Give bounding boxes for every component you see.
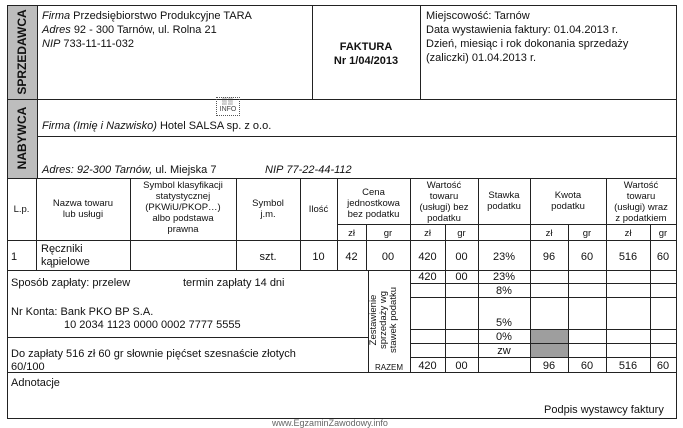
header-unit-2: j.m.	[260, 209, 276, 220]
buyer-side-label: NABYWCA	[15, 106, 29, 170]
summary-23-rate: 23%	[492, 271, 516, 283]
item-rate: 23%	[492, 251, 516, 263]
summary-total-gross-gr: 60	[656, 360, 670, 372]
header-rate-2: podatku	[487, 201, 521, 212]
header-value-2: towaru	[429, 191, 459, 202]
item-name-1: Ręczniki	[41, 243, 83, 255]
item-name-2: kąpielowe	[41, 256, 90, 268]
invoice-number: Nr 1/04/2013	[333, 55, 399, 67]
header-price-2: jednostkowa	[347, 198, 400, 209]
summary-23-value-zl: 420	[418, 271, 437, 283]
header-name-2: lub usługi	[62, 209, 104, 220]
buyer-nip	[265, 164, 352, 176]
header-rate-1: Stawka	[488, 190, 520, 201]
header-gross-4: z podatkiem	[615, 213, 667, 224]
header-tax-1: Kwota	[554, 190, 582, 201]
subheader-price-gr: gr	[383, 228, 393, 239]
summary-23-value-gr: 00	[455, 271, 468, 283]
buyer-nip-label: NIP	[265, 164, 284, 176]
header-value-1: Wartość	[426, 180, 462, 191]
summary-rate-5: 5%	[496, 317, 512, 329]
item-price-gr: 00	[381, 251, 395, 263]
buyer-address	[42, 164, 216, 176]
header-qty: Ilość	[308, 204, 329, 215]
summary-total-label: RAZEM	[375, 363, 403, 372]
buyer-firm-name: Hotel SALSA sp. z o.o.	[159, 120, 272, 132]
item-value-zl: 420	[418, 251, 437, 263]
header-pkwiu-3: (PKWiU/PKOP…)	[145, 202, 221, 213]
item-price-zl: 42	[345, 251, 358, 263]
item-tax-gr: 60	[580, 251, 594, 263]
invoice-sale-date-1: Dzień, miesiąc i rok dokonania sprzedaży	[426, 38, 629, 50]
seller-firm-label: Firma	[42, 10, 71, 22]
summary-label-1: Zestawienie	[368, 294, 379, 346]
summary-label-2: sprzedaży wg	[378, 290, 389, 350]
summary-total-value-zl: 420	[418, 360, 437, 372]
item-value-gr: 00	[455, 251, 468, 263]
header-value-3: (usługi) bez	[419, 202, 469, 213]
item-lp: 1	[11, 251, 18, 263]
seller-address	[42, 24, 217, 36]
subheader-value-gr: gr	[457, 228, 466, 239]
account-number: 10 2034 1123 0000 0002 7777 5555	[64, 319, 241, 331]
subheader-gross-gr: gr	[658, 228, 668, 239]
amount-due-fraction: 60/100	[11, 361, 45, 373]
stamp-text: INFO	[219, 106, 237, 113]
seller-address-label: Adres	[42, 24, 71, 36]
account-label: Nr Konta: Bank PKO BP S.A.	[11, 306, 154, 318]
seller-nip	[42, 38, 134, 50]
summary-label-3: stawek podatku	[388, 287, 399, 354]
invoice-place: Miejscowość: Tarnów	[426, 10, 530, 22]
invoice-issue-date: Data wystawienia faktury: 01.04.2013 r.	[426, 24, 618, 36]
summary-total-tax-gr: 60	[580, 360, 594, 372]
buyer-firm-label: Firma (Imię i Nazwisko)	[42, 120, 157, 132]
header-lp: L.p.	[13, 204, 30, 215]
item-unit: szt.	[259, 251, 277, 263]
summary-total-value-gr: 00	[455, 360, 468, 372]
header-pkwiu-5: prawna	[167, 224, 199, 235]
header-pkwiu-1: Symbol klasyfikacji	[143, 180, 223, 191]
summary-rate-0: 0%	[496, 331, 512, 343]
payment-term: termin zapłaty 14 dni	[183, 277, 285, 289]
header-pkwiu-4: albo podstawa	[152, 213, 214, 224]
seller-side-label: SPRZEDAWCA	[15, 9, 29, 95]
item-qty: 10	[312, 251, 325, 263]
stamp-icon: ▒▒ INFO	[216, 97, 240, 116]
seller-nip-label: NIP	[42, 38, 61, 50]
notes-label: Adnotacje	[11, 377, 60, 389]
header-pkwiu-2: statystycznej	[155, 191, 211, 202]
summary-total-tax-zl: 96	[542, 360, 556, 372]
summary-total-gross-zl: 516	[618, 360, 638, 372]
header-gross-1: Wartość	[623, 180, 659, 191]
header-name-1: Nazwa towaru	[52, 198, 114, 209]
amount-due-words: Do zapłaty 516 zł 60 gr słownie pięćset szesnaście złotych	[11, 348, 296, 360]
signature-label: Podpis wystawcy faktury	[544, 404, 664, 416]
item-gross-gr: 60	[656, 251, 670, 263]
seller-nip-value: 733-11-11-032	[63, 38, 134, 50]
invoice-sale-date-2: (zaliczki) 01.04.2013 r.	[426, 52, 537, 64]
buyer-nip-value: 77-22-44-112	[286, 164, 352, 176]
header-gross-2: towaru	[626, 191, 656, 202]
header-price-1: Cena	[362, 187, 385, 198]
summary-rate-8: 8%	[496, 285, 512, 297]
subheader-price-zl: zł	[348, 228, 355, 239]
header-value-4: podatku	[427, 213, 461, 224]
subheader-tax-gr: gr	[582, 228, 592, 239]
buyer-address-value: ul. Miejska 7	[155, 164, 217, 176]
summary-rate-zw: zw	[497, 345, 511, 357]
buyer-address-label: Adres: 92-300 Tarnów,	[42, 164, 153, 176]
seller-address-value: 92 - 300 Tarnów, ul. Rolna 21	[73, 24, 217, 36]
summary-vertical-label	[369, 270, 409, 370]
seller-firm	[42, 10, 252, 22]
buyer-firm	[42, 120, 271, 132]
seller-firm-name: Przedsiębiorstwo Produkcyjne TARA	[73, 10, 252, 22]
subheader-gross-zl: zł	[624, 228, 632, 239]
item-tax-zl: 96	[542, 251, 556, 263]
subheader-value-zl: zł	[424, 228, 431, 239]
header-unit-1: Symbol	[252, 198, 284, 209]
header-gross-3: (usługi) wraz	[614, 202, 668, 213]
header-price-3: bez podatku	[347, 209, 400, 220]
item-gross-zl: 516	[618, 251, 638, 263]
payment-method: Sposób zapłaty: przelew	[11, 277, 131, 289]
subheader-tax-zl: zł	[545, 228, 553, 239]
watermark: www.EgzaminZawodowy.info	[272, 418, 388, 428]
invoice-title: FAKTURA	[339, 41, 393, 53]
header-tax-2: podatku	[551, 201, 585, 212]
